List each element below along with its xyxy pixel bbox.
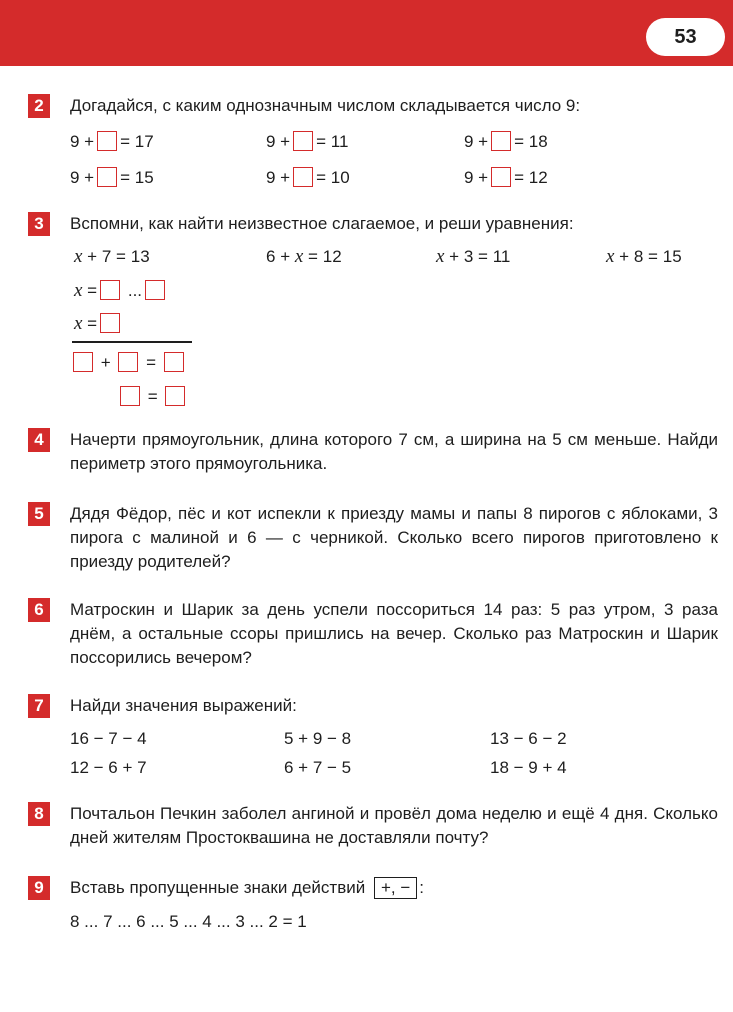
task-number: 5 [28,502,50,526]
answer-box[interactable] [100,280,120,300]
answer-box[interactable] [97,131,117,151]
task-2 [34,94,718,118]
answer-box[interactable] [100,313,120,333]
task-number: 2 [28,94,50,118]
task-9-sequence: 8 ... 7 ... 6 ... 5 ... 4 ... 3 ... 2 = 1 [70,912,307,931]
task-3-solution-line-1: x = ... [74,279,168,303]
equation: x + 8 = 15 [606,246,682,267]
task-4 [34,428,718,476]
answer-box[interactable] [293,131,313,151]
equation: x + 3 = 11 [436,246,511,267]
answer-box[interactable] [73,352,93,372]
task-text: Догадайся, с каким однозначным числом складывается число 9: [70,96,581,115]
task-text: Матроскин и Шарик за день успели поссориться 14 раз: 5 раз утром, 3 раза днём, а остальные ссоры пришлись на вечер. Сколько раз Матроскин и Шарик поссорились вечером? [70,600,718,667]
task-3-check-line-1: + = [70,351,187,375]
task-text: Дядя Фёдор, пёс и кот испекли к приезду мамы и папы 8 пирогов с яблоками, 3 пирога с малиной и 6 — с черникой. Сколько всего пирогов приготовлено к приезду родителей? [70,504,718,571]
expression: 18 − 9 + 4 [490,758,567,777]
task-number: 7 [28,694,50,718]
task-text: Начерти прямоугольник, длина которого 7 см, а ширина на 5 см меньше. Найди периметр этого прямоугольника. [70,430,718,473]
divider-line [72,341,192,343]
task-7 [34,694,718,718]
task-number: 3 [28,212,50,236]
task-number: 4 [28,428,50,452]
page-header-band [0,0,733,66]
expression: 12 − 6 + 7 [70,758,147,777]
answer-box[interactable] [97,167,117,187]
expression: 6 + 7 − 5 [284,758,352,777]
task-number: 8 [28,802,50,826]
answer-box[interactable] [491,131,511,151]
answer-box[interactable] [164,352,184,372]
page-number: 53 [646,18,725,56]
answer-box[interactable] [293,167,313,187]
task-3-solution-line-2: x = [74,312,123,336]
task-3-check-line-2: = [117,385,188,409]
equation: 6 + x = 12 [266,246,342,267]
task-text: Почтальон Печкин заболел ангиной и провёл дома неделю и ещё 4 дня. Сколько дней жителям Простоквашина не доставляли почту? [70,804,718,847]
task-6 [34,598,718,670]
task-number: 9 [28,876,50,900]
equation: x + 7 = 13 [74,246,150,267]
answer-box[interactable] [491,167,511,187]
expression: 16 − 7 − 4 [70,729,147,748]
task-number: 6 [28,598,50,622]
task-8 [34,802,718,850]
task-text: Вспомни, как найти неизвестное слагаемое, и реши уравнения: [70,214,574,233]
task-9 [34,876,718,900]
task-3 [34,212,718,236]
signs-box: +, − [374,877,417,899]
task-text: Вставь пропущенные знаки действий +, − : [70,878,424,897]
expression: 5 + 9 − 8 [284,729,352,748]
answer-box[interactable] [165,386,185,406]
expression: 13 − 6 − 2 [490,729,567,748]
answer-box[interactable] [145,280,165,300]
task-text: Найди значения выражений: [70,696,297,715]
task-5 [34,502,718,574]
answer-box[interactable] [118,352,138,372]
answer-box[interactable] [120,386,140,406]
